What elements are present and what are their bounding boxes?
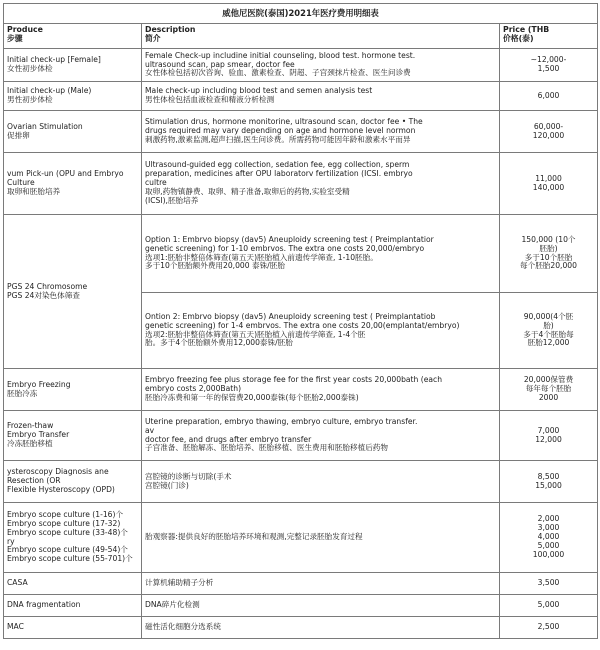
price-cell-option-2: 90,000(4个胚 胎) 多于4个胚胎每 胚胎12,000 xyxy=(500,293,598,369)
description-cell: Female Check-up includine initial counseling, blood test. hormone test. ultrasound scan, pap smear, doctor fee 女性体检包括初次咨询、验血、激素检查、阴超、子宫颈抹片检查、医生问诊费 xyxy=(142,49,500,82)
header-produce: Produce 步骤 xyxy=(4,24,142,49)
produce-cell: Embryo Freezing 胚胎冷冻 xyxy=(4,369,142,411)
description-cell: Embryo freezing fee plus storage fee for the first year costs 20,000bath (each embryo costs 2,000Bath) 胚胎冷冻费和第一年的保管费20,000泰铢(每个胚胎2,000泰铢) xyxy=(142,369,500,411)
produce-cell: PGS 24 Chromosome PGS 24对染色体筛查 xyxy=(4,215,142,369)
price-cell-option-1: 150,000 (10个 胚胎) 多于10个胚胎 每个胚胎20,000 xyxy=(500,215,598,293)
description-cell: Stimulation drus, hormone monitorine, ultrasound scan, doctor fee • The drugs required may vary depending on age and hormone level normon 刺激药物,激素监测,超声扫描,医生问诊费。所需药物可能因年龄和激素水平而异 xyxy=(142,111,500,153)
title-row xyxy=(4,4,598,24)
price-list-document xyxy=(3,3,597,639)
price-cell: 11,000 140,000 xyxy=(500,153,598,215)
table-title: 威他尼医院(泰国)2021年医疗费用明细表 xyxy=(4,4,598,24)
description-cell: 宫腔镜的诊断与切除(手术 宫腔镜(门诊) xyxy=(142,461,500,503)
price-cell: 2,000 3,000 4,000 5,000 100,000 xyxy=(500,503,598,573)
table-row xyxy=(4,111,598,153)
produce-cell: Initial check-up [Female] 女性初步体检 xyxy=(4,49,142,82)
table-row xyxy=(4,49,598,82)
description-cell: Ultrasound-guided egg collection, sedation fee, egg collection, sperm preparation, medicines after OPU laboratorv fertilization (ICSI. embryo cultre 取卵,药物镇静费、取卵、精子准备,取卵后的药物,实验室受精 (ICSI),胚胎培养 xyxy=(142,153,500,215)
header-row xyxy=(4,24,598,49)
produce-cell: ysteroscopy Diagnosis ane Resection (OR Flexible Hysteroscopy (OPD) xyxy=(4,461,142,503)
price-cell: 7,000 12,000 xyxy=(500,411,598,461)
table-row xyxy=(4,503,598,573)
description-cell: Male check-up including blood test and semen analysis test 男性体检包括血液检查和精液分析检测 xyxy=(142,82,500,111)
description-cell: 计算机辅助精子分析 xyxy=(142,573,500,595)
table-row xyxy=(4,573,598,595)
table-row xyxy=(4,617,598,639)
produce-cell: vum Pick-un (OPU and Embryo Culture 取卵和胚胎培养 xyxy=(4,153,142,215)
header-price: Price (THB 价格(泰) xyxy=(500,24,598,49)
table-row xyxy=(4,215,598,293)
table-row xyxy=(4,411,598,461)
produce-cell: CASA xyxy=(4,573,142,595)
description-cell-option-2: Ontion 2: Embrvo biopsy (dav5) Aneuploidy screening test ( Preimplantatiob genetic screening) for 1-4 embrvos. The extra one costs 20,00(emplantat/embryo) 选项2:胚胎非整倍体筛查(第五天)胚胎植入前遗传学筛查, 1-4个胚 胎。多于4个胚胎额外费用12,000泰铢/胚胎 xyxy=(142,293,500,369)
price-cell: 3,500 xyxy=(500,573,598,595)
price-cell: 60,000- 120,000 xyxy=(500,111,598,153)
produce-cell: MAC xyxy=(4,617,142,639)
price-cell: 6,000 xyxy=(500,82,598,111)
produce-cell: Initial check-up (Male) 男性初步体检 xyxy=(4,82,142,111)
produce-cell: Frozen-thaw Embryo Transfer 冷冻胚胎移植 xyxy=(4,411,142,461)
produce-cell: Ovarian Stimulation 促排卵 xyxy=(4,111,142,153)
description-cell: Uterine preparation, embryo thawing, embryo culture, embryo transfer. av doctor fee, and drugs after embryo transfer 子宫准备、胚胎解冻、胚胎培养、胚胎移植、医生费用和胚胎移植后药物 xyxy=(142,411,500,461)
table-row xyxy=(4,82,598,111)
price-cell: 5,000 xyxy=(500,595,598,617)
table-row xyxy=(4,369,598,411)
description-cell-option-1: Option 1: Embrvo biopsy (dav5) Aneuploidy screening test ( Preimplantatior genetic screening) for 1-10 embrvos. The extra one costs 20,000/embryo 选项1:胚胎非整倍体筛查(第五天)胚胎植入前遗传学筛查, 1-10胚胎。 多于10个胚胎额外费用20,000 泰铢/胚胎 xyxy=(142,215,500,293)
price-cell: ~12,000- 1,500 xyxy=(500,49,598,82)
description-cell: 磁性活化细胞分选系统 xyxy=(142,617,500,639)
price-cell: 8,500 15,000 xyxy=(500,461,598,503)
description-cell: DNA碎片化检测 xyxy=(142,595,500,617)
table-row xyxy=(4,595,598,617)
table-row xyxy=(4,461,598,503)
price-cell: 20,000保管费 每年每个胚胎 2000 xyxy=(500,369,598,411)
header-description: Description 简介 xyxy=(142,24,500,49)
description-cell: 胎观察器:提供良好的胚胎培养环境和观测,完整记录胚胎发育过程 xyxy=(142,503,500,573)
table-row xyxy=(4,153,598,215)
price-table xyxy=(3,3,598,639)
produce-cell: Embryo scope culture (1-16)个 Embryo scope culture (17-32) Embryo scope culture (33-48)个 ry Embryo scope culture (49-54)个 Embryo scope culture (55-701)个 xyxy=(4,503,142,573)
price-cell: 2,500 xyxy=(500,617,598,639)
produce-cell: DNA fragmentation xyxy=(4,595,142,617)
